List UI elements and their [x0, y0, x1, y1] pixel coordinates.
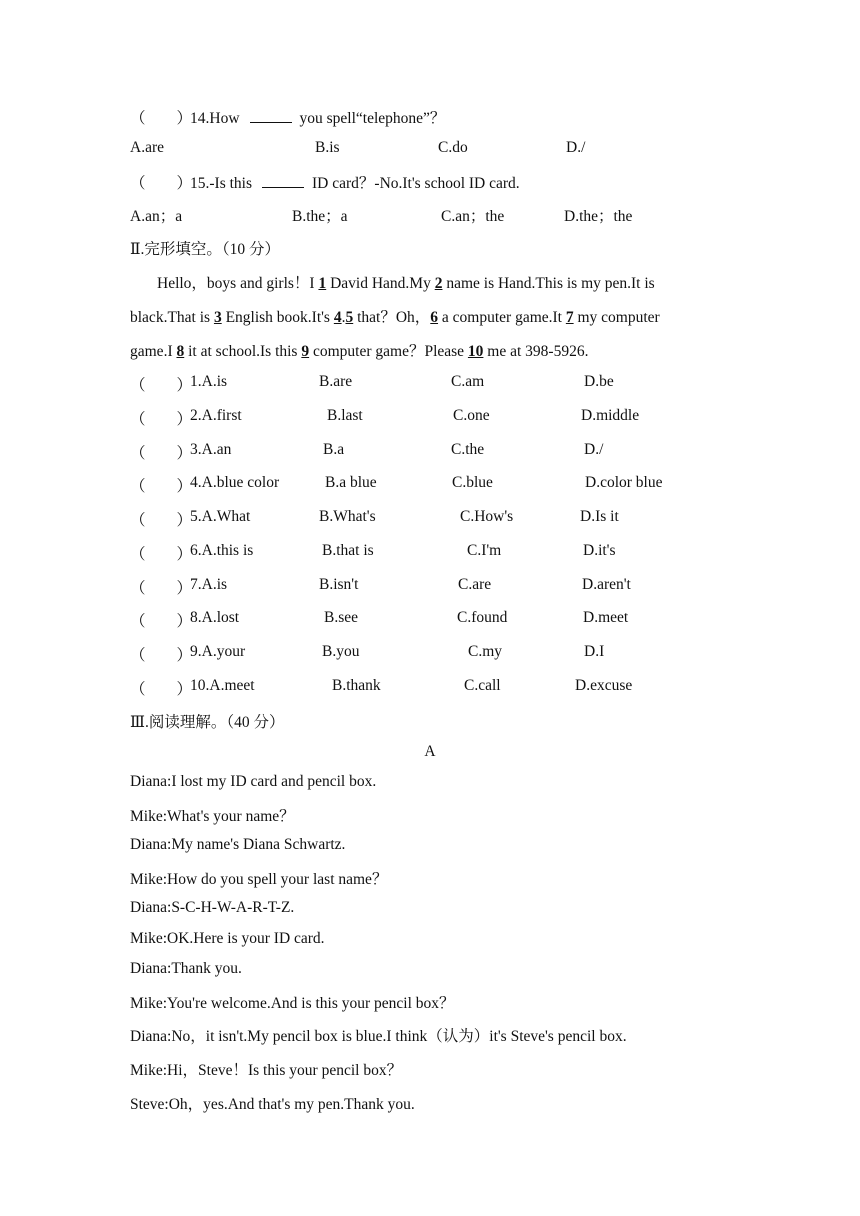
option-b: B.the；a	[292, 208, 348, 225]
answer-paren[interactable]: （ ）	[130, 647, 193, 664]
option-d: D.the；the	[564, 208, 633, 225]
option-b: B.see	[324, 609, 359, 626]
option-d: D.excuse	[575, 677, 633, 694]
section-2-title: Ⅱ.完形填空。（10 分）	[130, 241, 281, 258]
question-stem-rest: you spell“telephone”？	[299, 110, 446, 127]
option-b: B.is	[315, 139, 340, 156]
dialogue-line: Mike:OK.Here is your ID card.	[130, 930, 325, 947]
option-a: 4.A.blue color	[190, 474, 280, 491]
answer-paren[interactable]: （ ）	[130, 546, 193, 563]
option-b: B.you	[322, 643, 360, 660]
answer-paren[interactable]: （ ）	[130, 377, 193, 394]
option-d: D.color blue	[585, 474, 663, 491]
blank-number: 9	[301, 343, 310, 360]
option-d: D.it's	[583, 542, 616, 559]
blank-number: 10	[467, 343, 484, 360]
option-b: B.are	[319, 373, 353, 390]
option-c: C.found	[457, 609, 508, 626]
cloze-passage-line-3: game.I 8 it at school.Is this 9 computer game？Please 10 me at 398-5926.	[130, 343, 589, 360]
option-b: B.What's	[319, 508, 376, 525]
dialogue-line: Diana:My name's Diana Schwartz.	[130, 836, 346, 853]
option-a: 7.A.is	[190, 576, 228, 593]
dialogue-line: Diana:I lost my ID card and pencil box.	[130, 773, 377, 790]
option-c: C.do	[438, 139, 468, 156]
blank-number: 2	[434, 275, 443, 292]
answer-paren[interactable]: （ ）	[130, 580, 193, 597]
option-a: A.are	[130, 139, 164, 156]
answer-paren[interactable]: （ ）	[130, 445, 193, 462]
option-a: 9.A.your	[190, 643, 246, 660]
option-b: B.that is	[322, 542, 374, 559]
cloze-passage-line-2: black.That is 3 English book.It's 4.5 that？Oh，6 a computer game.It 7 my computer	[130, 309, 660, 326]
option-b: B.last	[327, 407, 363, 424]
blank-number: 4	[333, 309, 342, 326]
option-c: C.the	[451, 441, 485, 458]
dialogue-line: Mike:How do you spell your last name？	[130, 871, 388, 888]
question-stem: 15.-Is this	[190, 175, 252, 192]
answer-paren[interactable]: （ ）	[130, 110, 193, 127]
option-c: C.call	[464, 677, 501, 694]
dialogue-line: Mike:What's your name？	[130, 808, 295, 825]
option-b: B.a	[323, 441, 345, 458]
answer-paren[interactable]: （ ）	[130, 411, 193, 428]
option-b: B.a blue	[325, 474, 377, 491]
answer-paren[interactable]: （ ）	[130, 512, 193, 529]
option-a: 2.A.first	[190, 407, 242, 424]
option-c: C.one	[453, 407, 490, 424]
option-a: A.an；a	[130, 208, 183, 225]
option-b: B.thank	[332, 677, 381, 694]
fill-blank[interactable]	[262, 175, 304, 188]
question-14	[130, 106, 445, 128]
answer-paren[interactable]: （ ）	[130, 478, 193, 495]
option-d: D./	[566, 139, 586, 156]
blank-number: 6	[430, 309, 439, 326]
option-a: 10.A.meet	[190, 677, 255, 694]
option-d: D.meet	[583, 609, 629, 626]
question-15	[130, 171, 520, 193]
blank-number: 1	[318, 275, 327, 292]
option-d: D.aren't	[582, 576, 631, 593]
blank-number: 3	[213, 309, 222, 326]
option-d: D.I	[584, 643, 605, 660]
option-c: C.am	[451, 373, 485, 390]
option-c: C.my	[468, 643, 503, 660]
blank-number: 7	[565, 309, 574, 326]
dialogue-line: Steve:Oh，yes.And that's my pen.Thank you.	[130, 1096, 415, 1113]
cloze-passage-line-1: Hello，boys and girls！I 1 David Hand.My 2 name is Hand.This is my pen.It is	[157, 275, 655, 292]
option-c: C.an；the	[441, 208, 505, 225]
option-d: D.be	[584, 373, 614, 390]
answer-paren[interactable]: （ ）	[130, 613, 193, 630]
blank-number: 8	[176, 343, 185, 360]
option-a: 3.A.an	[190, 441, 232, 458]
dialogue-line: Diana:Thank you.	[130, 960, 242, 977]
option-d: D.middle	[581, 407, 640, 424]
answer-paren[interactable]: （ ）	[130, 175, 193, 192]
option-c: C.blue	[452, 474, 493, 491]
question-stem-rest: ID card？-No.It's school ID card.	[312, 175, 520, 192]
question-stem: 14.How	[190, 110, 240, 127]
passage-label: A	[424, 743, 436, 760]
dialogue-line: Diana:No，it isn't.My pencil box is blue.I think（认为）it's Steve's pencil box.	[130, 1028, 627, 1045]
section-3-title: Ⅲ.阅读理解。（40 分）	[130, 714, 285, 731]
dialogue-line: Mike:Hi，Steve！Is this your pencil box？	[130, 1062, 403, 1079]
option-a: 5.A.What	[190, 508, 251, 525]
option-d: D.Is it	[580, 508, 619, 525]
option-c: C.How's	[460, 508, 514, 525]
option-c: C.I'm	[467, 542, 502, 559]
option-c: C.are	[458, 576, 492, 593]
dialogue-line: Mike:You're welcome.And is this your pencil box？	[130, 995, 455, 1012]
answer-paren[interactable]: （ ）	[130, 681, 193, 698]
dialogue-line: Diana:S-C-H-W-A-R-T-Z.	[130, 899, 295, 916]
option-d: D./	[584, 441, 604, 458]
option-a: 6.A.this is	[190, 542, 254, 559]
option-a: 8.A.lost	[190, 609, 240, 626]
fill-blank[interactable]	[250, 110, 292, 123]
option-a: 1.A.is	[190, 373, 228, 390]
option-b: B.isn't	[319, 576, 359, 593]
blank-number: 5	[345, 309, 354, 326]
